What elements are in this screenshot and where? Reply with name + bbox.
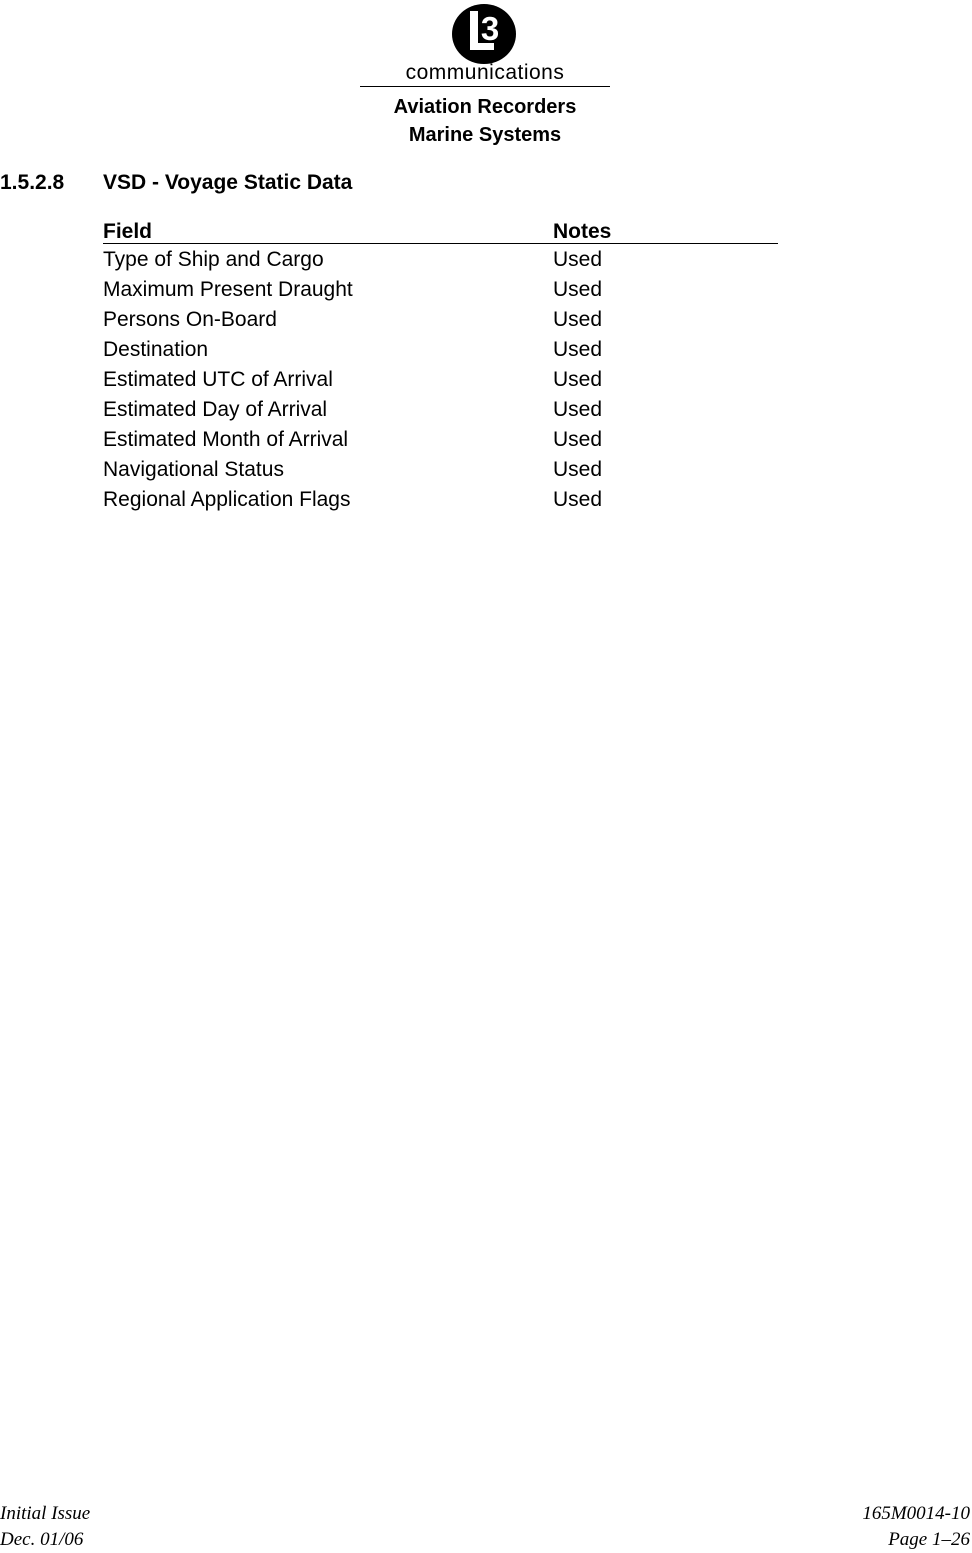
notes-cell: Used [553, 398, 603, 421]
section-number: 1.5.2.8 [0, 171, 65, 194]
field-name-cell: Navigational Status [103, 458, 284, 481]
table-row [103, 304, 778, 334]
table-header-row [103, 219, 778, 244]
table-row [103, 274, 778, 304]
notes-cell: Used [553, 308, 603, 331]
footer-doc-number: 165M0014-10 [862, 1503, 970, 1524]
footer-issue-label: Initial Issue [0, 1503, 91, 1524]
notes-cell: Used [553, 248, 603, 271]
footer-doc-info [862, 1501, 970, 1553]
notes-cell: Used [553, 428, 603, 451]
logo-wordmark: communications [405, 61, 565, 84]
field-name-cell: Estimated UTC of Arrival [103, 368, 333, 391]
column-header-notes: Notes [553, 220, 612, 243]
field-name-cell: Maximum Present Draught [103, 278, 353, 301]
section-title: VSD - Voyage Static Data [103, 171, 353, 194]
footer-issue [0, 1501, 90, 1553]
field-name-cell: Type of Ship and Cargo [103, 248, 324, 271]
svg-text:3: 3 [480, 10, 500, 47]
table-body [103, 244, 778, 514]
footer-page-number: Page 1–26 [888, 1529, 970, 1550]
table-row [103, 424, 778, 454]
table-row [103, 394, 778, 424]
notes-cell: Used [553, 488, 603, 511]
table-row [103, 454, 778, 484]
l3-logo [451, 2, 519, 66]
footer-issue-date: Dec. 01/06 [0, 1529, 84, 1550]
field-name-cell: Regional Application Flags [103, 488, 351, 511]
column-header-field: Field [103, 220, 153, 243]
table-row [103, 364, 778, 394]
table-row [103, 244, 778, 274]
division-line-1: Aviation Recorders [393, 96, 577, 118]
field-name-cell: Estimated Month of Arrival [103, 428, 349, 451]
notes-cell: Used [553, 278, 603, 301]
page-header [360, 0, 610, 146]
notes-cell: Used [553, 368, 603, 391]
notes-cell: Used [553, 458, 603, 481]
header-divider [360, 86, 610, 87]
division-line-2: Marine Systems [408, 124, 562, 146]
field-name-cell: Persons On-Board [103, 308, 277, 331]
field-notes-table [103, 219, 778, 514]
notes-cell: Used [553, 338, 603, 361]
table-row [103, 334, 778, 364]
field-name-cell: Estimated Day of Arrival [103, 398, 328, 421]
table-row [103, 484, 778, 514]
field-name-cell: Destination [103, 338, 209, 361]
